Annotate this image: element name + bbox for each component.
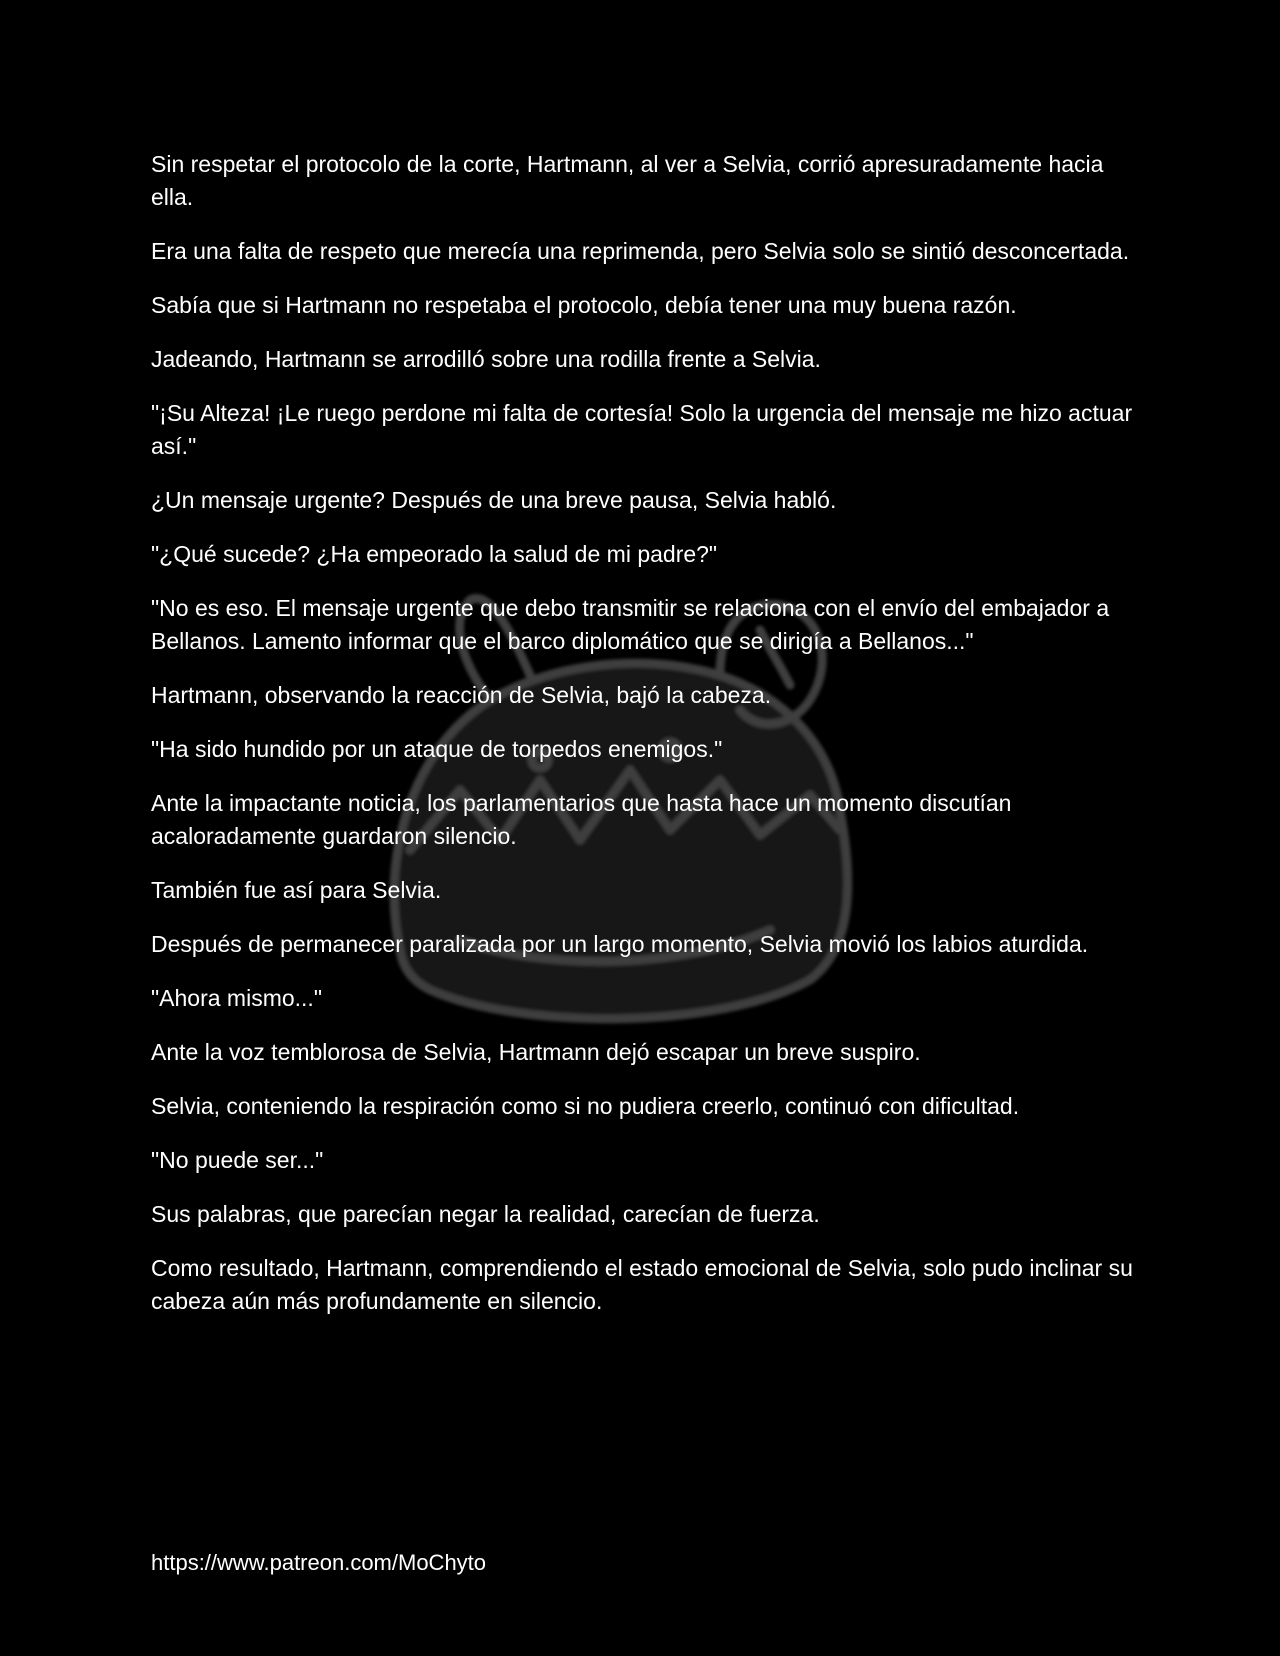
- paragraph: Jadeando, Hartmann se arrodilló sobre una rodilla frente a Selvia.: [151, 346, 821, 372]
- story-text: [151, 148, 1141, 1339]
- paragraph: "Ha sido hundido por un ataque de torpedos enemigos.": [151, 736, 723, 762]
- paragraph: Ante la impactante noticia, los parlamentarios que hasta hace un momento discutían acaloradamente guardaron silencio.: [151, 790, 1012, 849]
- paragraph: Sabía que si Hartmann no respetaba el protocolo, debía tener una muy buena razón.: [151, 292, 1017, 318]
- paragraph: Selvia, conteniendo la respiración como si no pudiera creerlo, continuó con dificultad.: [151, 1093, 1020, 1119]
- paragraph: Era una falta de respeto que merecía una reprimenda, pero Selvia solo se sintió desconcertada.: [151, 238, 1130, 264]
- paragraph: "No es eso. El mensaje urgente que debo transmitir se relaciona con el envío del embajador a Bellanos. Lamento informar que el barco diplomático que se dirigía a Bellanos...": [151, 595, 1110, 654]
- paragraph: "No puede ser...": [151, 1147, 324, 1173]
- paragraph: Después de permanecer paralizada por un largo momento, Selvia movió los labios aturdida.: [151, 931, 1089, 957]
- paragraph: Como resultado, Hartmann, comprendiendo el estado emocional de Selvia, solo pudo inclinar su cabeza aún más profundamente en silencio.: [151, 1255, 1133, 1314]
- paragraph: Hartmann, observando la reacción de Selvia, bajó la cabeza.: [151, 682, 772, 708]
- paragraph: "¿Qué sucede? ¿Ha empeorado la salud de mi padre?": [151, 541, 718, 567]
- paragraph: Sin respetar el protocolo de la corte, Hartmann, al ver a Selvia, corrió apresuradamente hacia ella.: [151, 151, 1104, 210]
- paragraph: "Ahora mismo...": [151, 985, 322, 1011]
- paragraph: Ante la voz temblorosa de Selvia, Hartmann dejó escapar un breve suspiro.: [151, 1039, 921, 1065]
- paragraph: Sus palabras, que parecían negar la realidad, carecían de fuerza.: [151, 1201, 820, 1227]
- paragraph: "¡Su Alteza! ¡Le ruego perdone mi falta de cortesía! Solo la urgencia del mensaje me hizo actuar así.": [151, 400, 1133, 459]
- patreon-link[interactable]: https://www.patreon.com/MoChyto: [151, 1550, 487, 1575]
- paragraph: ¿Un mensaje urgente? Después de una breve pausa, Selvia habló.: [151, 487, 837, 513]
- paragraph: También fue así para Selvia.: [151, 877, 442, 903]
